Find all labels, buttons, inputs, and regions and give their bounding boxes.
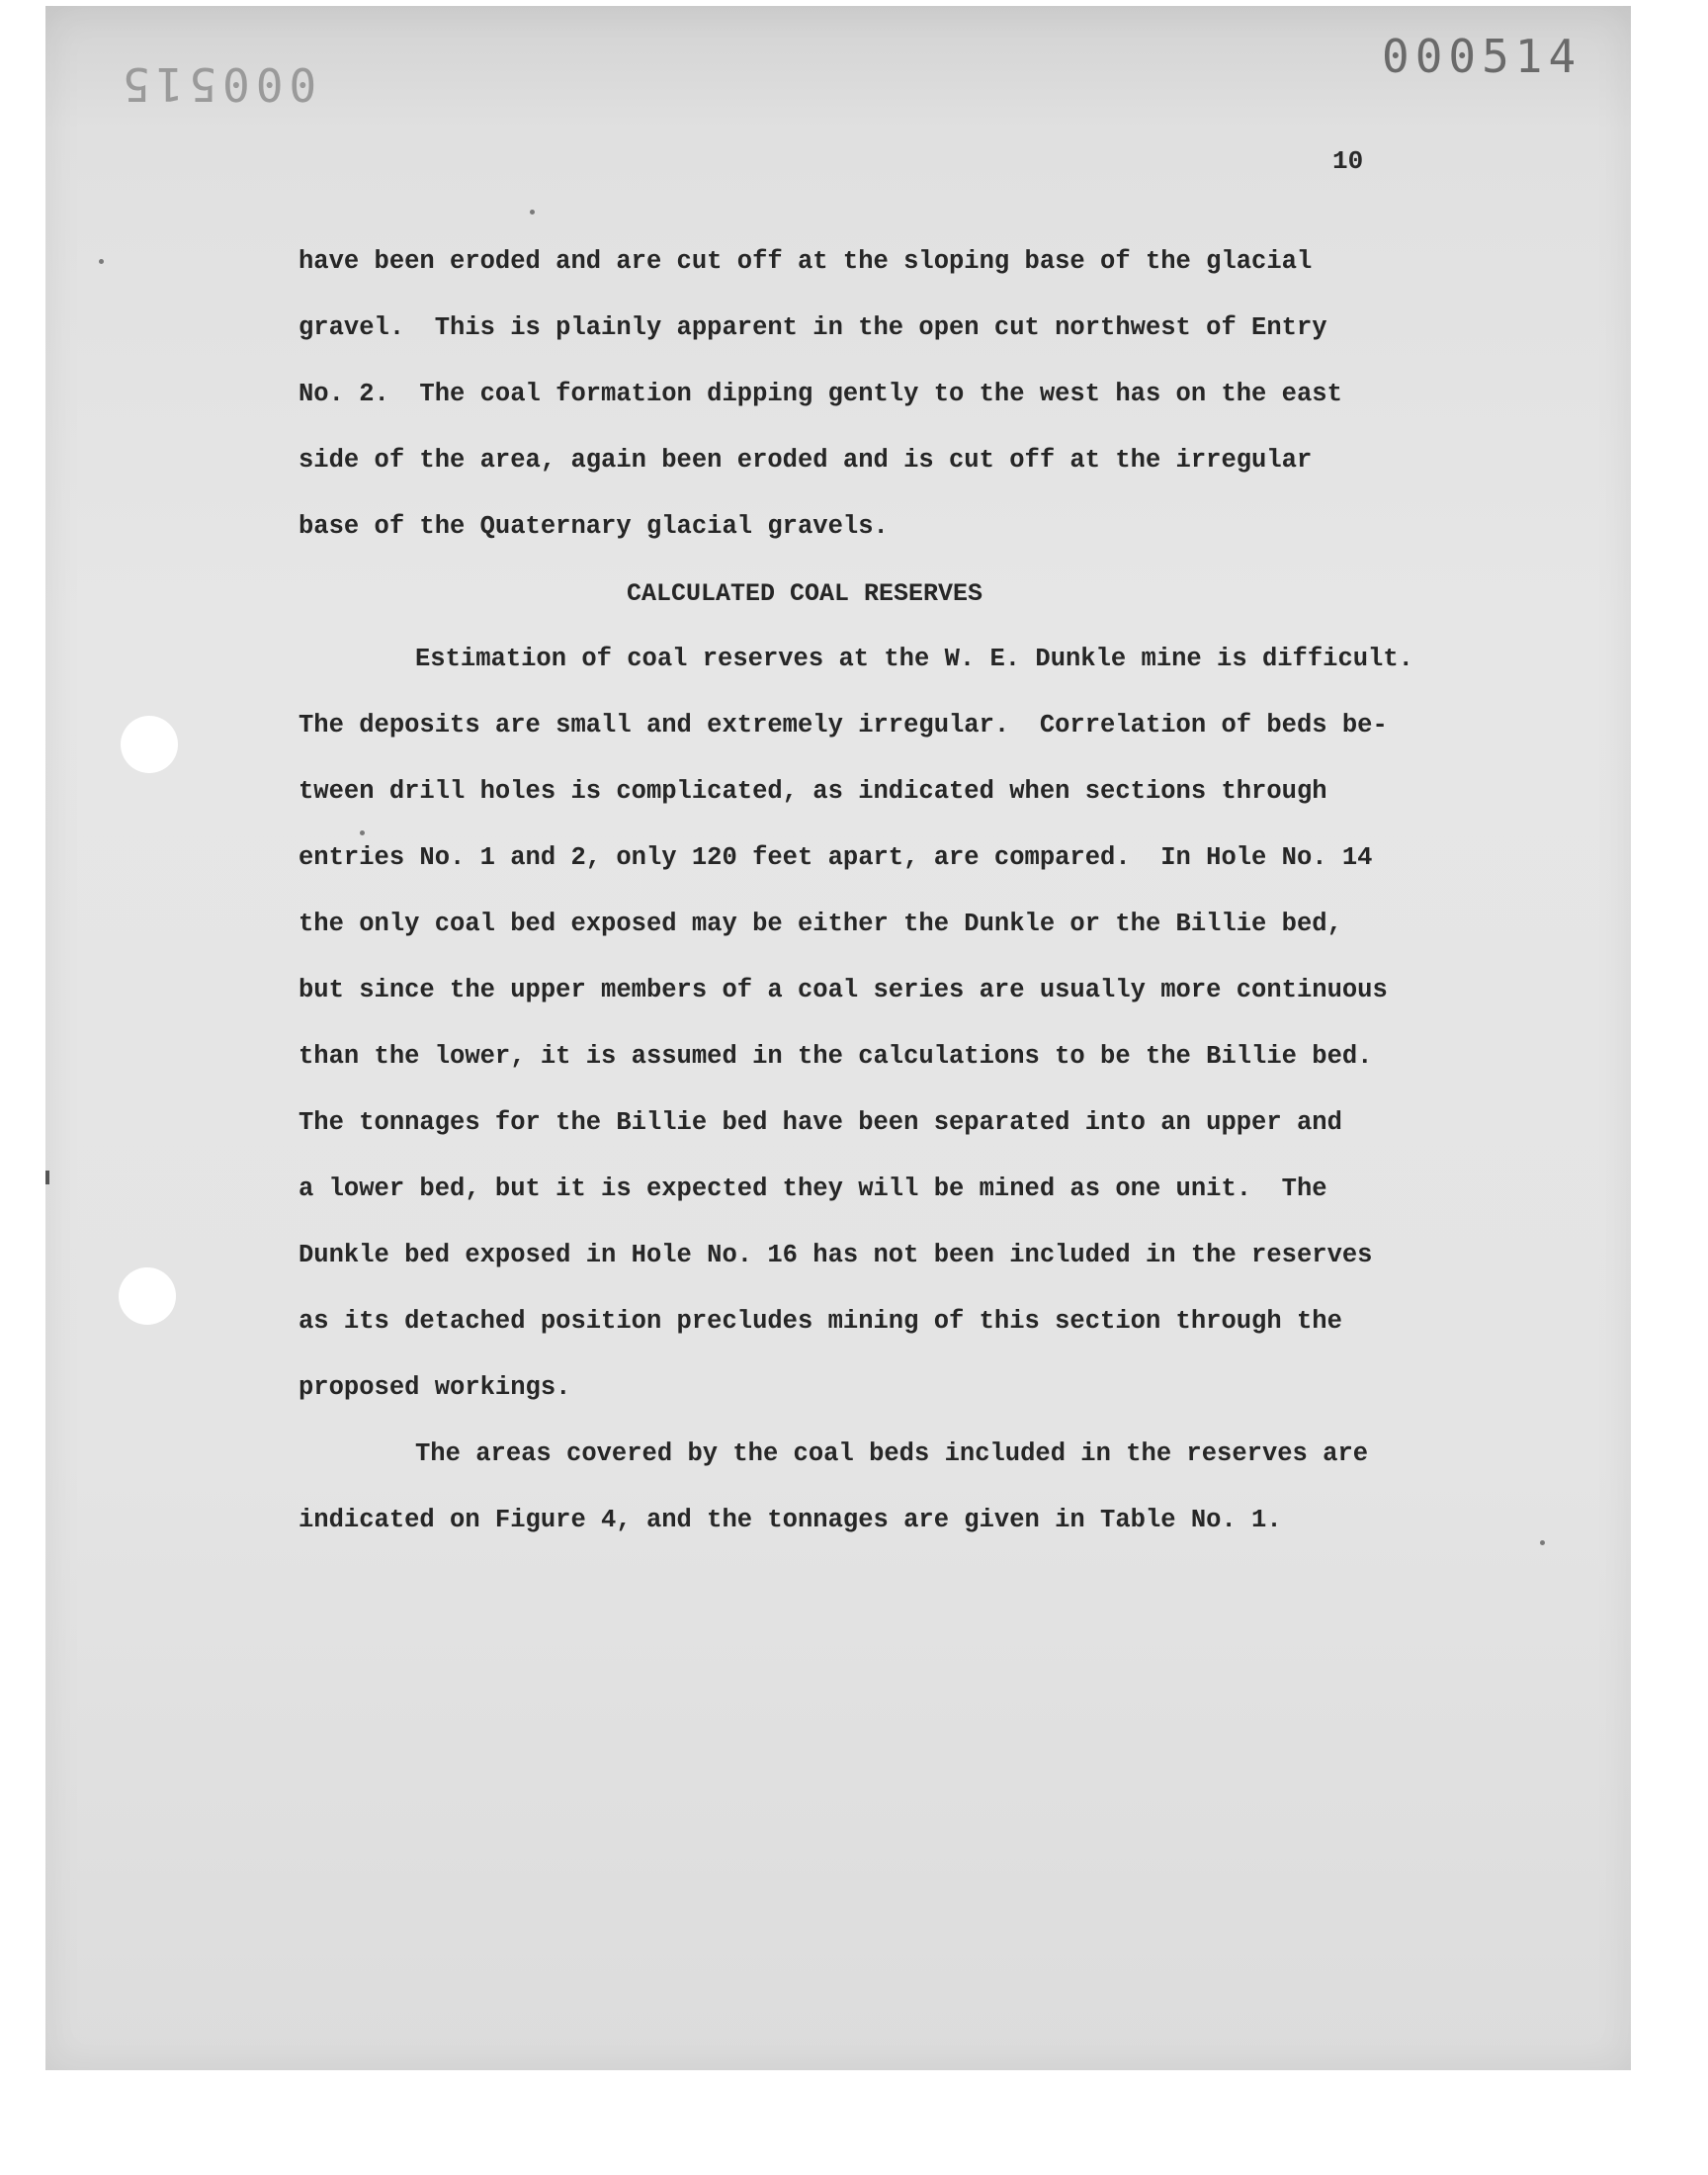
- text-line: but since the upper members of a coal series are usually more continuous: [299, 976, 1388, 1004]
- punch-hole-lower: [119, 1267, 176, 1325]
- speck: [1540, 1540, 1545, 1545]
- text-line: indicated on Figure 4, and the tonnages are given in Table No. 1.: [299, 1506, 1282, 1534]
- punch-hole-upper: [121, 716, 178, 773]
- text-line: Dunkle bed exposed in Hole No. 16 has not been included in the reserves: [299, 1241, 1373, 1269]
- page-number: 10: [1332, 146, 1364, 176]
- text-line: side of the area, again been eroded and is cut off at the irregular: [299, 446, 1313, 475]
- text-line: than the lower, it is assumed in the calculations to be the Billie bed.: [299, 1042, 1373, 1071]
- bleed-through-stamp: 000515: [117, 57, 317, 111]
- edge-mark: [45, 1171, 49, 1184]
- text-line: The deposits are small and extremely irregular. Correlation of beds be-: [299, 711, 1388, 740]
- text-line: as its detached position precludes mining of this section through the: [299, 1307, 1342, 1336]
- text-line: tween drill holes is complicated, as indicated when sections through: [299, 777, 1327, 806]
- text-line: The areas covered by the coal beds included in the reserves are: [415, 1439, 1369, 1468]
- text-line: have been eroded and are cut off at the sloping base of the glacial: [299, 247, 1313, 276]
- speck: [530, 210, 535, 215]
- speck: [360, 830, 365, 835]
- text-line: entries No. 1 and 2, only 120 feet apart, are compared. In Hole No. 14: [299, 843, 1373, 872]
- text-line: the only coal bed exposed may be either the Dunkle or the Billie bed,: [299, 910, 1342, 938]
- speck: [99, 259, 104, 264]
- text-line: proposed workings.: [299, 1373, 571, 1402]
- text-line: a lower bed, but it is expected they will be mined as one unit. The: [299, 1174, 1327, 1203]
- text-line: base of the Quaternary glacial gravels.: [299, 512, 889, 541]
- text-line: No. 2. The coal formation dipping gently to the west has on the east: [299, 380, 1342, 408]
- bates-stamp: 000514: [1382, 30, 1582, 83]
- text-line: Estimation of coal reserves at the W. E. Dunkle mine is difficult.: [415, 645, 1413, 673]
- text-line: The tonnages for the Billie bed have been separated into an upper and: [299, 1108, 1342, 1137]
- section-heading: CALCULATED COAL RESERVES: [627, 579, 983, 608]
- text-line: gravel. This is plainly apparent in the open cut northwest of Entry: [299, 313, 1327, 342]
